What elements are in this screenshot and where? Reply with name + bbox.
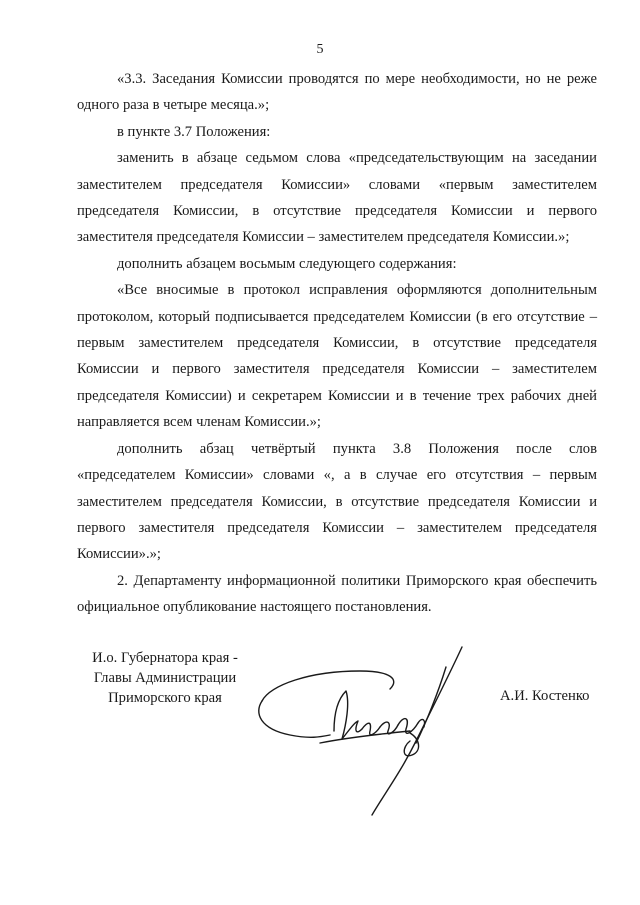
signature-block — [0, 648, 640, 848]
signer-title-line: Главы Администрации — [93, 670, 237, 686]
paragraph-replace-words: заменить в абзаце седьмом слова «председательствующим на заседании заместителем председателя Комиссии» словами «первым заместителем председателя Комиссии, в отсутствие председателя Комиссии и первого заместителя председателя Комиссии – заместителем председателя Комиссии.»; — [77, 150, 597, 246]
paragraph-add-eighth: дополнить абзацем восьмым следующего содержания: — [117, 255, 457, 272]
paragraph-protocol-corrections: «Все вносимые в протокол исправления оформляются дополнительным протоколом, который подписывается председателем Комиссии (в его отсутствие – первым заместителем председателя Комиссии, в отсутствие председателя Комиссии и первого заместителя председателя Комиссии – заместителем председателя Комиссии) и секретарем Комиссии и в течение трех рабочих дней направляется всем членам Комиссии.»; — [77, 282, 597, 431]
handwritten-signature — [250, 643, 490, 833]
paragraph-clause-3-8: дополнить абзац четвёртый пункта 3.8 Положения после слов «председателем Комиссии» словами «, а в случае его отсутствия – первым заместителем председателя Комиссии, в отсутствие председателя Комиссии и первого заместителя председателя Комиссии – заместителем председателя Комиссии».»; — [77, 440, 597, 563]
paragraph-clause-3-3: «3.3. Заседания Комиссии проводятся по мере необходимости, но не реже одного раза в четыре месяца.»; — [77, 71, 597, 114]
signer-name: А.И. Костенко — [500, 688, 590, 704]
signer-title-line: И.о. Губернатора края - — [92, 650, 238, 666]
signer-title — [70, 648, 260, 708]
paragraph-clause-3-7-intro: в пункте 3.7 Положения: — [117, 123, 271, 140]
paragraph-publication: 2. Департаменту информационной политики Приморского края обеспечить официальное опубликование настоящего постановления. — [77, 572, 597, 616]
signer-title-line: Приморского края — [108, 690, 222, 706]
page-number: 5 — [316, 42, 324, 57]
document-body — [77, 66, 597, 621]
